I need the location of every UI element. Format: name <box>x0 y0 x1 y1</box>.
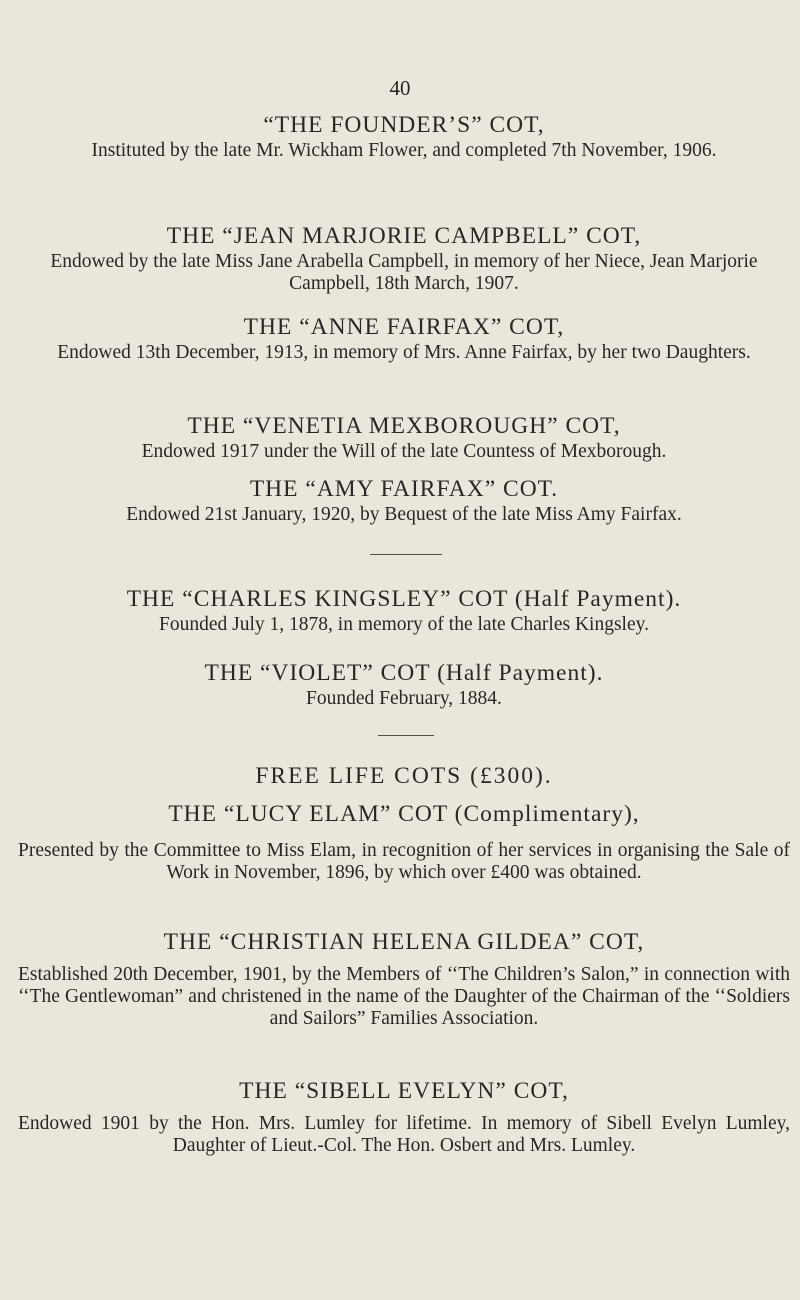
cot-description: Endowed 13th December, 1913, in memory of Mrs. Anne Fairfax, by her two Daughters. <box>57 342 751 363</box>
cot-entry-venetia-mexborough <box>18 412 790 463</box>
cot-heading: THE “SIBELL EVELYN” COT, <box>239 1078 569 1104</box>
page-number: 40 <box>389 76 411 100</box>
cot-description: Founded July 1, 1878, in memory of the late Charles Kingsley. <box>159 614 649 635</box>
cot-description: Endowed 1901 by the Hon. Mrs. Lumley for lifetime. In memory of Sibell Evelyn Lumley, Daughter of Lieut.-Col. The Hon. Osbert and Mrs. Lumley. <box>18 1113 790 1156</box>
cot-entry-violet <box>18 659 790 710</box>
cot-heading: THE “LUCY ELAM” COT (Complimentary), <box>168 801 640 827</box>
cot-heading: THE “CHARLES KINGSLEY” COT (Half Payment). <box>126 586 682 612</box>
cot-description: Endowed 21st January, 1920, by Bequest of the late Miss Amy Fairfax. <box>126 504 682 525</box>
cot-heading: THE “CHRISTIAN HELENA GILDEA” COT, <box>163 929 645 955</box>
cot-entry-christian-helena-gildea <box>18 928 790 1030</box>
cot-description: Instituted by the late Mr. Wickham Flower, and completed 7th November, 1906. <box>91 140 717 161</box>
cot-heading: “THE FOUNDER’S” COT, <box>263 112 545 138</box>
cot-description: Founded February, 1884. <box>306 688 502 709</box>
cot-heading: THE “VIOLET” COT (Half Payment). <box>204 660 604 686</box>
cot-entry-jean-marjorie-campbell <box>18 222 790 295</box>
section-divider <box>370 554 442 555</box>
cot-entry-sibell-evelyn <box>18 1077 790 1157</box>
cot-description: Established 20th December, 1901, by the Members of ‘‘The Children’s Salon,” in connection with ‘‘The Gentlewoman” and christened in the name of the Daughter of the Chairman of the ‘‘Soldiers and Sailors” Families Association. <box>18 964 790 1029</box>
cot-entry-amy-fairfax <box>18 475 790 526</box>
cot-heading: THE “JEAN MARJORIE CAMPBELL” COT, <box>166 223 642 249</box>
free-life-cots-heading: FREE LIFE COTS (£300). <box>255 763 553 789</box>
cot-heading: THE “ANNE FAIRFAX” COT, <box>243 314 565 340</box>
cot-entry-lucy-elam <box>18 800 790 884</box>
cot-description: Presented by the Committee to Miss Elam, in recognition of her services in organising the Sale of Work in November, 1896, by which over £400 was obtained. <box>18 840 790 883</box>
cot-heading: THE “VENETIA MEXBOROUGH” COT, <box>187 413 621 439</box>
cot-heading: THE “AMY FAIRFAX” COT. <box>249 476 559 502</box>
cot-entry-charles-kingsley <box>18 585 790 636</box>
cot-entry-anne-fairfax <box>18 313 790 364</box>
cot-entry-founders <box>18 111 790 162</box>
cot-description: Endowed by the late Miss Jane Arabella Campbell, in memory of her Niece, Jean Marjorie Campbell, 18th March, 1907. <box>50 251 758 294</box>
cot-description: Endowed 1917 under the Will of the late Countess of Mexborough. <box>141 441 667 462</box>
section-divider <box>378 735 434 736</box>
